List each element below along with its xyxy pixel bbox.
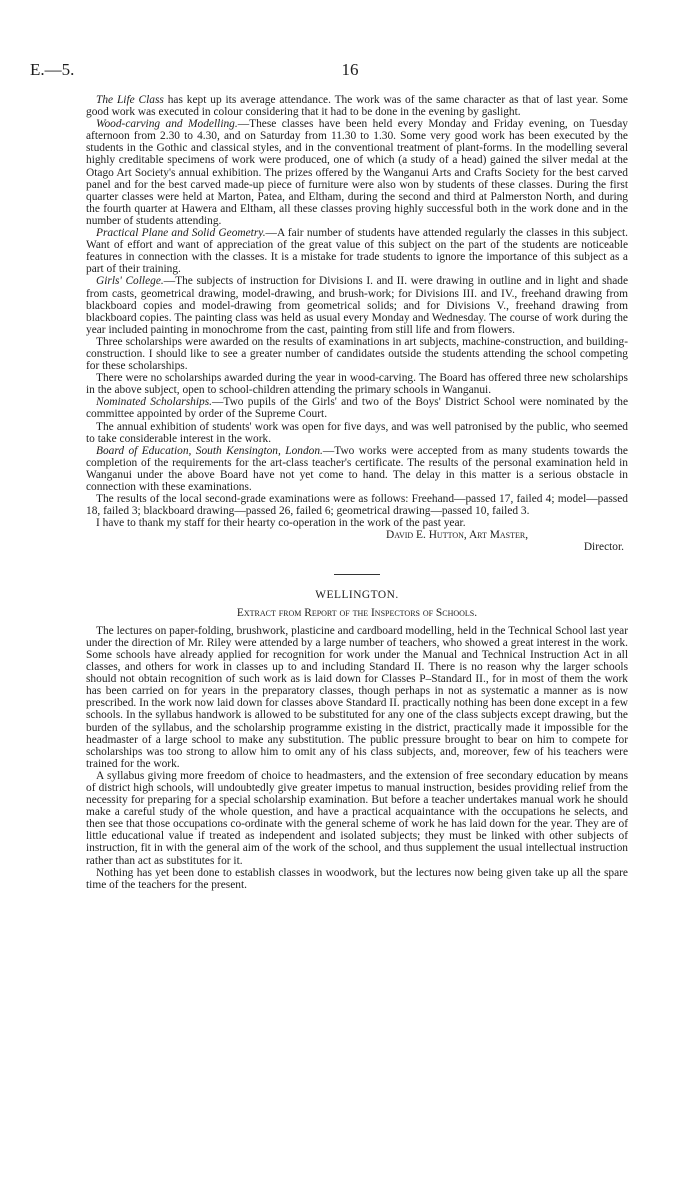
paragraph <box>86 625 628 770</box>
section-divider <box>334 574 380 575</box>
paragraph-text: There were no scholarships awarded during the year in wood-carving. The Board has offered three new scholarships in the above subject, open to school-children attending the primary schools in Wanganui. <box>86 372 628 397</box>
page-number: 16 <box>341 60 359 79</box>
paragraph <box>86 517 628 529</box>
body-text <box>86 94 628 891</box>
paragraph-text: The annual exhibition of students' work was open for five days, and was well patronised by the public, who seemed to take considerable interest in the work. <box>86 420 628 445</box>
paragraph-text: The lectures on paper-folding, brushwork, plasticine and cardboard modelling, held in the Technical School last year under the direction of Mr. Riley were attended by a large number of teachers, who showed a great interest in the work. Some schools have already applied for recognition for work under the Manual and Technical Instruction Act in all classes, and others for work in classes up to and including Standard II. There is no reason why the larger schools should not obtain recognition of such work as is laid down for Classes P–Standard II., for in most of them the work has been carried on for years in the preparatory classes, though perhaps in not as systematic a manner as is now prescribed. In the work now laid down for classes above Standard II. practically nothing has been done except in a few schools. In the syllabus handwork is allowed to be substituted for any one of the class subjects except drawing, but the burden of the syllabus, and the scholarship programme existing in the district, practically made it impossible for the headmaster of a large school to make any substitution. The public pressure brought to bear on him to compete for scholarships was too strong to allow him to omit any of his class subjects, and, moreover, few of his teachers were trained for the work. <box>86 624 628 770</box>
paragraph-text: has kept up its average attendance. The work was of the same character as that of last year. Some good work was executed in colour considering that it had to be done in the evening by gaslight. <box>86 94 628 119</box>
paragraph-text: —The subjects of instruction for Divisions I. and II. were drawing in outline and in light and shade from casts, geometrical drawing, model-drawing, and brush-work; for Divisions III. and IV., freehand drawing from blackboard copies and model-drawing from geometrical solids; and for Divisions V., freehand drawing from blackboard copies. The painting class was held as usual every Monday and Wednesday. The course of work during the year included painting in monochrome from the cast, painting from still life and from flowers. <box>86 275 629 336</box>
paragraph-lead: Wood-carving and Modelling. <box>96 118 238 131</box>
report-paragraphs-part-2 <box>86 625 628 891</box>
paragraph-lead: The Life Class <box>96 94 164 106</box>
paragraph-lead: Practical Plane and Solid Geometry. <box>96 227 266 240</box>
paragraph-text: —These classes have been held every Monday and Friday evening, on Tuesday afternoon from 2.30 to 4.30, and on Saturday from 11.30 to 1.30. Some very good work has been executed by the students in the Gothic and classical styles, and in the conventional treatment of plant-forms. In the modelling several highly creditable specimens of work were produced, one of which (a study of a head) gained the silver medal at the Otago Art Society's annual exhibition. The prizes offered by the Wanganui Arts and Crafts Society for the best carved panel and for the best carved made-up piece of furniture were also won by students of these classes. During the first quarter classes were held at Marton, Patea, and Eltham, during the second and third at Palmerston North, and during the fourth quarter at Hawera and Eltham, all these classes proving highly successful both in the work done and in the number of students attending. <box>86 118 628 227</box>
paragraph <box>86 118 628 227</box>
section-title: WELLINGTON. <box>315 588 399 601</box>
paragraph <box>86 94 628 118</box>
report-paragraphs-part-1 <box>86 94 628 529</box>
paragraph-text: —Two works were accepted from as many students towards the completion of the requirements for the art-class teacher's certificate. The results of the personal examination held in Wanganui under the above Board have not yet come to hand. The delay in this matter is a serious obstacle in connection with these examinations. <box>86 444 628 493</box>
paragraph <box>86 227 628 275</box>
signatory-name: David E. Hutton, Art Master, <box>386 529 529 542</box>
paragraph-lead: Girls' College. <box>96 275 164 288</box>
paragraph-lead: Board of Education, South Kensington, London. <box>96 444 323 457</box>
page-header <box>30 60 670 82</box>
paragraph-lead: Nominated Scholarships. <box>96 396 213 409</box>
paragraph-text: —Two pupils of the Girls' and two of the Boys' District School were nominated by the committee appointed by order of the Supreme Court. <box>86 396 628 421</box>
section-subtitle: Extract from Report of the Inspectors of Schools. <box>236 606 478 619</box>
paragraph <box>86 396 628 420</box>
paragraph-text: I have to thank my staff for their hearty co-operation in the work of the past year. <box>96 517 466 530</box>
paragraph <box>86 336 628 372</box>
paragraph <box>86 493 628 517</box>
paragraph <box>86 372 628 396</box>
signature-block <box>86 529 628 553</box>
paragraph <box>86 421 628 445</box>
paragraph <box>86 867 628 891</box>
signatory-role: Director. <box>583 541 624 554</box>
paragraph-text: A syllabus giving more freedom of choice to headmasters, and the extension of free secondary education by means of district high schools, will undoubtedly give greater impetus to manual instruction, besides providing relief from the necessity for preparing for a special scholarship examination. But before a teacher undertakes manual work he should make a careful study of the whole question, and have a practical acquaintance with the occupations he selects, and then see that those occupations co-ordinate with the general scheme of work he has laid down for the year. They are of little educational value if treated as independent and isolated subjects; they must be linked with other subjects of instruction, fit in with the general aim of the work of the school, and thus supplement the usual intellectual instruction rather than act as substitutes for it. <box>86 769 628 867</box>
paragraph <box>86 275 628 335</box>
paragraph-text: The results of the local second-grade examinations were as follows: Freehand—passed 17, failed 4; model—passed 18, failed 3; blackboard drawing—passed 26, failed 6; geometrical drawing—passed 10, failed 3. <box>86 493 628 518</box>
paragraph <box>86 445 628 493</box>
series-code: E.—5. <box>30 60 75 79</box>
paragraph-text: Three scholarships were awarded on the results of examinations in art subjects, machine-construction, and building-construction. I should like to see a greater number of candidates outside the students attending the school competing for these scholarships. <box>86 335 628 373</box>
paragraph-text: Nothing has yet been done to establish classes in woodwork, but the lectures now being given take up all the spare time of the teachers for the present. <box>86 866 628 891</box>
paragraph <box>86 770 628 867</box>
paragraph-text: —A fair number of students have attended regularly the classes in this subject. Want of effort and want of appreciation of the great value of this subject on the part of the students are noticeable features in connection with the classes. It is a mistake for trade students to ignore the importance of this subject as a part of their training. <box>86 227 628 276</box>
